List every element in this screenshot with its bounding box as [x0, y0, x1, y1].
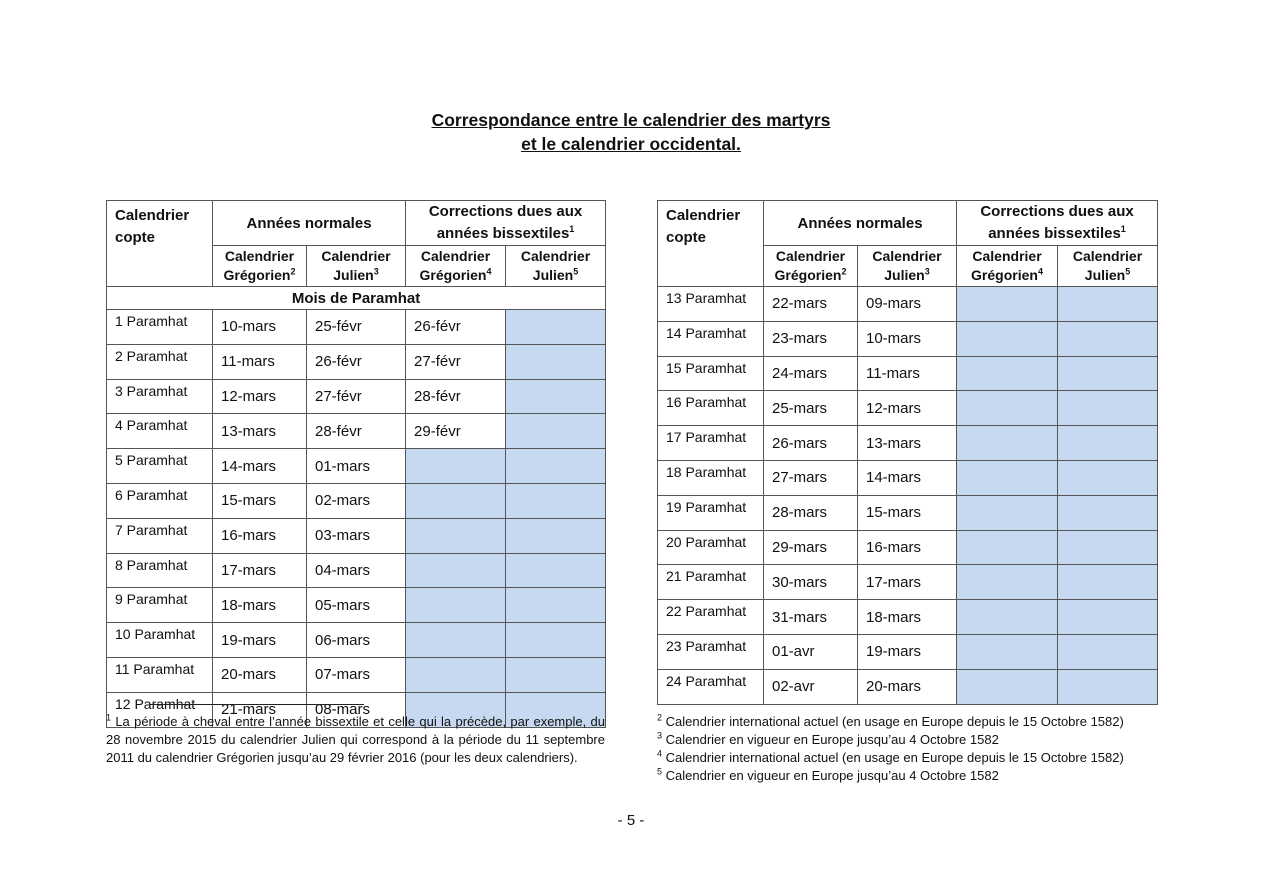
corr-gregorien-cell: 27-févr — [406, 344, 506, 379]
julien-cell: 19-mars — [858, 634, 957, 669]
corr-julien-cell — [1058, 495, 1158, 530]
table-row — [107, 623, 606, 658]
table-row — [658, 495, 1158, 530]
julien-cell: 03-mars — [307, 518, 406, 553]
gregorien-cell: 02-avr — [764, 669, 858, 704]
julien-cell: 28-févr — [307, 414, 406, 449]
subheader-corr-julien: Calendrier Julien$^5$ — [1058, 246, 1158, 287]
corr-julien-cell — [506, 657, 606, 692]
corr-julien-cell — [1058, 356, 1158, 391]
corr-gregorien-cell — [406, 483, 506, 518]
subheader-julien: Calendrier Julien$^3$ — [858, 246, 957, 287]
corr-julien-cell — [506, 449, 606, 484]
corr-gregorien-cell — [406, 553, 506, 588]
corr-gregorien-cell — [406, 518, 506, 553]
gregorien-cell: 25-mars — [764, 391, 858, 426]
subheader-corr-julien: Calendrier Julien$^5$ — [506, 246, 606, 287]
gregorien-cell: 10-mars — [213, 310, 307, 345]
corr-julien-cell — [506, 414, 606, 449]
table-row — [107, 449, 606, 484]
subheader-corr-gregorien: Calendrier Grégorien$^4$ — [957, 246, 1058, 287]
gregorien-cell: 19-mars — [213, 623, 307, 658]
gregorien-cell: 22-mars — [764, 287, 858, 322]
copte-cell: 16 Paramhat — [658, 391, 764, 426]
corr-julien-cell — [506, 483, 606, 518]
corr-julien-cell — [1058, 460, 1158, 495]
right-table-body — [658, 287, 1158, 705]
julien-cell: 02-mars — [307, 483, 406, 518]
corr-julien-cell — [506, 344, 606, 379]
calendar-table-left — [106, 200, 606, 728]
gregorien-cell: 17-mars — [213, 553, 307, 588]
julien-cell: 09-mars — [858, 287, 957, 322]
corr-julien-cell — [1058, 321, 1158, 356]
corr-gregorien-cell — [406, 588, 506, 623]
gregorien-cell: 13-mars — [213, 414, 307, 449]
table-row — [658, 530, 1158, 565]
subheader-gregorien: Calendrier Grégorien$^2$ — [213, 246, 307, 287]
gregorien-cell: 20-mars — [213, 657, 307, 692]
corr-julien-cell — [506, 310, 606, 345]
copte-cell: 2 Paramhat — [107, 344, 213, 379]
gregorien-cell: 16-mars — [213, 518, 307, 553]
corr-julien-cell — [1058, 565, 1158, 600]
copte-cell: 12 Paramhat — [107, 692, 213, 727]
month-label: Mois de Paramhat — [107, 287, 606, 310]
gregorien-cell: 27-mars — [764, 460, 858, 495]
footnote-2: $^2$ Calendrier international actuel (en usage en Europe depuis le 15 Octobre 1582) — [657, 712, 1124, 729]
table-row — [107, 553, 606, 588]
julien-cell: 07-mars — [307, 657, 406, 692]
julien-cell: 13-mars — [858, 426, 957, 461]
julien-cell: 26-févr — [307, 344, 406, 379]
copte-cell: 5 Paramhat — [107, 449, 213, 484]
left-table-body — [107, 310, 606, 728]
corr-julien-cell — [506, 623, 606, 658]
copte-cell: 21 Paramhat — [658, 565, 764, 600]
table-row — [658, 287, 1158, 322]
gregorien-cell: 18-mars — [213, 588, 307, 623]
table-row — [658, 600, 1158, 635]
corr-gregorien-cell — [957, 321, 1058, 356]
copte-cell: 15 Paramhat — [658, 356, 764, 391]
subheader-corr-gregorien: Calendrier Grégorien$^4$ — [406, 246, 506, 287]
julien-cell: 08-mars — [307, 692, 406, 727]
corr-julien-cell — [506, 553, 606, 588]
copte-cell: 8 Paramhat — [107, 553, 213, 588]
corr-gregorien-cell — [957, 356, 1058, 391]
julien-cell: 17-mars — [858, 565, 957, 600]
header-corrections: Corrections dues aux années bissextiles$^1$ — [406, 201, 606, 246]
copte-cell: 13 Paramhat — [658, 287, 764, 322]
corr-gregorien-cell — [957, 530, 1058, 565]
corr-gregorien-cell — [957, 669, 1058, 704]
corr-gregorien-cell — [406, 657, 506, 692]
title-line-1: Correspondance entre le calendrier des martyrs — [431, 110, 831, 130]
copte-cell: 14 Paramhat — [658, 321, 764, 356]
julien-cell: 25-févr — [307, 310, 406, 345]
copte-cell: 6 Paramhat — [107, 483, 213, 518]
gregorien-cell: 26-mars — [764, 426, 858, 461]
corr-julien-cell — [1058, 600, 1158, 635]
gregorien-cell: 31-mars — [764, 600, 858, 635]
copte-cell: 17 Paramhat — [658, 426, 764, 461]
gregorien-cell: 21-mars — [213, 692, 307, 727]
copte-cell: 1 Paramhat — [107, 310, 213, 345]
julien-cell: 05-mars — [307, 588, 406, 623]
julien-cell: 11-mars — [858, 356, 957, 391]
footnote-4: $^4$ Calendrier international actuel (en usage en Europe depuis le 15 Octobre 1582) — [657, 748, 1124, 765]
corr-gregorien-cell — [957, 460, 1058, 495]
corr-gregorien-cell — [406, 623, 506, 658]
table-row — [658, 356, 1158, 391]
table-row — [658, 321, 1158, 356]
gregorien-cell: 30-mars — [764, 565, 858, 600]
julien-cell: 16-mars — [858, 530, 957, 565]
calendar-table-right — [657, 200, 1158, 705]
footnote-3: $^3$ Calendrier en vigueur en Europe jusqu’au 4 Octobre 1582 — [657, 730, 999, 747]
julien-cell: 04-mars — [307, 553, 406, 588]
footnotes-right — [657, 713, 1177, 785]
header-annees-normales: Années normales — [764, 201, 957, 246]
table-row — [107, 310, 606, 345]
gregorien-cell: 15-mars — [213, 483, 307, 518]
julien-cell: 06-mars — [307, 623, 406, 658]
footnote-5: $^5$ Calendrier en vigueur en Europe jusqu’au 4 Octobre 1582 — [657, 766, 999, 783]
corr-gregorien-cell: 28-févr — [406, 379, 506, 414]
julien-cell: 10-mars — [858, 321, 957, 356]
corr-gregorien-cell — [406, 449, 506, 484]
julien-cell: 15-mars — [858, 495, 957, 530]
corr-gregorien-cell: 29-févr — [406, 414, 506, 449]
subheader-gregorien: Calendrier Grégorien$^2$ — [764, 246, 858, 287]
title-line-2: et le calendrier occidental. — [521, 134, 741, 154]
gregorien-cell: 29-mars — [764, 530, 858, 565]
julien-cell: 14-mars — [858, 460, 957, 495]
table-row — [107, 588, 606, 623]
corr-julien-cell — [506, 588, 606, 623]
gregorien-cell: 11-mars — [213, 344, 307, 379]
table-row — [658, 391, 1158, 426]
corr-julien-cell — [1058, 391, 1158, 426]
footnote-1: $^1$ La période à cheval entre l’année bissextile et celle qui la précède, par exemple, du 28 novembre 2015 du calendrier Julien qui correspond à la période du 11 septembre 2011 du calendrier Grégorien jusqu’au 29 février 2016 (pour les deux calendriers). — [106, 712, 605, 765]
header-copte: Calendrier copte — [658, 201, 764, 287]
copte-cell: 22 Paramhat — [658, 600, 764, 635]
table-row — [107, 518, 606, 553]
table-row — [107, 379, 606, 414]
corr-gregorien-cell — [957, 287, 1058, 322]
corr-julien-cell — [1058, 426, 1158, 461]
julien-cell: 01-mars — [307, 449, 406, 484]
copte-cell: 20 Paramhat — [658, 530, 764, 565]
copte-cell: 10 Paramhat — [107, 623, 213, 658]
header-copte: Calendrier copte — [107, 201, 213, 287]
copte-cell: 23 Paramhat — [658, 634, 764, 669]
table-row — [658, 669, 1158, 704]
gregorien-cell: 24-mars — [764, 356, 858, 391]
table-row — [107, 483, 606, 518]
gregorien-cell: 12-mars — [213, 379, 307, 414]
copte-cell: 3 Paramhat — [107, 379, 213, 414]
table-row — [658, 460, 1158, 495]
julien-cell: 20-mars — [858, 669, 957, 704]
julien-cell: 18-mars — [858, 600, 957, 635]
corr-gregorien-cell — [957, 634, 1058, 669]
copte-cell: 18 Paramhat — [658, 460, 764, 495]
corr-julien-cell — [506, 379, 606, 414]
gregorien-cell: 14-mars — [213, 449, 307, 484]
gregorien-cell: 01-avr — [764, 634, 858, 669]
corr-julien-cell — [1058, 634, 1158, 669]
copte-cell: 4 Paramhat — [107, 414, 213, 449]
gregorien-cell: 23-mars — [764, 321, 858, 356]
document-title — [0, 108, 1262, 156]
corr-julien-cell — [1058, 530, 1158, 565]
corr-gregorien-cell — [957, 426, 1058, 461]
table-row — [107, 344, 606, 379]
table-row — [107, 657, 606, 692]
copte-cell: 19 Paramhat — [658, 495, 764, 530]
page-number: - 5 - — [617, 812, 645, 829]
corr-gregorien-cell — [957, 391, 1058, 426]
corr-julien-cell — [1058, 669, 1158, 704]
corr-gregorien-cell: 26-févr — [406, 310, 506, 345]
table-row — [658, 634, 1158, 669]
corr-gregorien-cell — [957, 495, 1058, 530]
corr-julien-cell — [1058, 287, 1158, 322]
julien-cell: 27-févr — [307, 379, 406, 414]
header-annees-normales: Années normales — [213, 201, 406, 246]
copte-cell: 24 Paramhat — [658, 669, 764, 704]
corr-gregorien-cell — [957, 600, 1058, 635]
gregorien-cell: 28-mars — [764, 495, 858, 530]
table-row — [658, 565, 1158, 600]
table-row — [658, 426, 1158, 461]
copte-cell: 7 Paramhat — [107, 518, 213, 553]
julien-cell: 12-mars — [858, 391, 957, 426]
corr-julien-cell — [506, 518, 606, 553]
subheader-julien: Calendrier Julien$^3$ — [307, 246, 406, 287]
corr-gregorien-cell — [957, 565, 1058, 600]
table-row — [107, 414, 606, 449]
copte-cell: 9 Paramhat — [107, 588, 213, 623]
header-corrections: Corrections dues aux années bissextiles$^1$ — [957, 201, 1158, 246]
footnote-separator — [150, 704, 364, 705]
copte-cell: 11 Paramhat — [107, 657, 213, 692]
